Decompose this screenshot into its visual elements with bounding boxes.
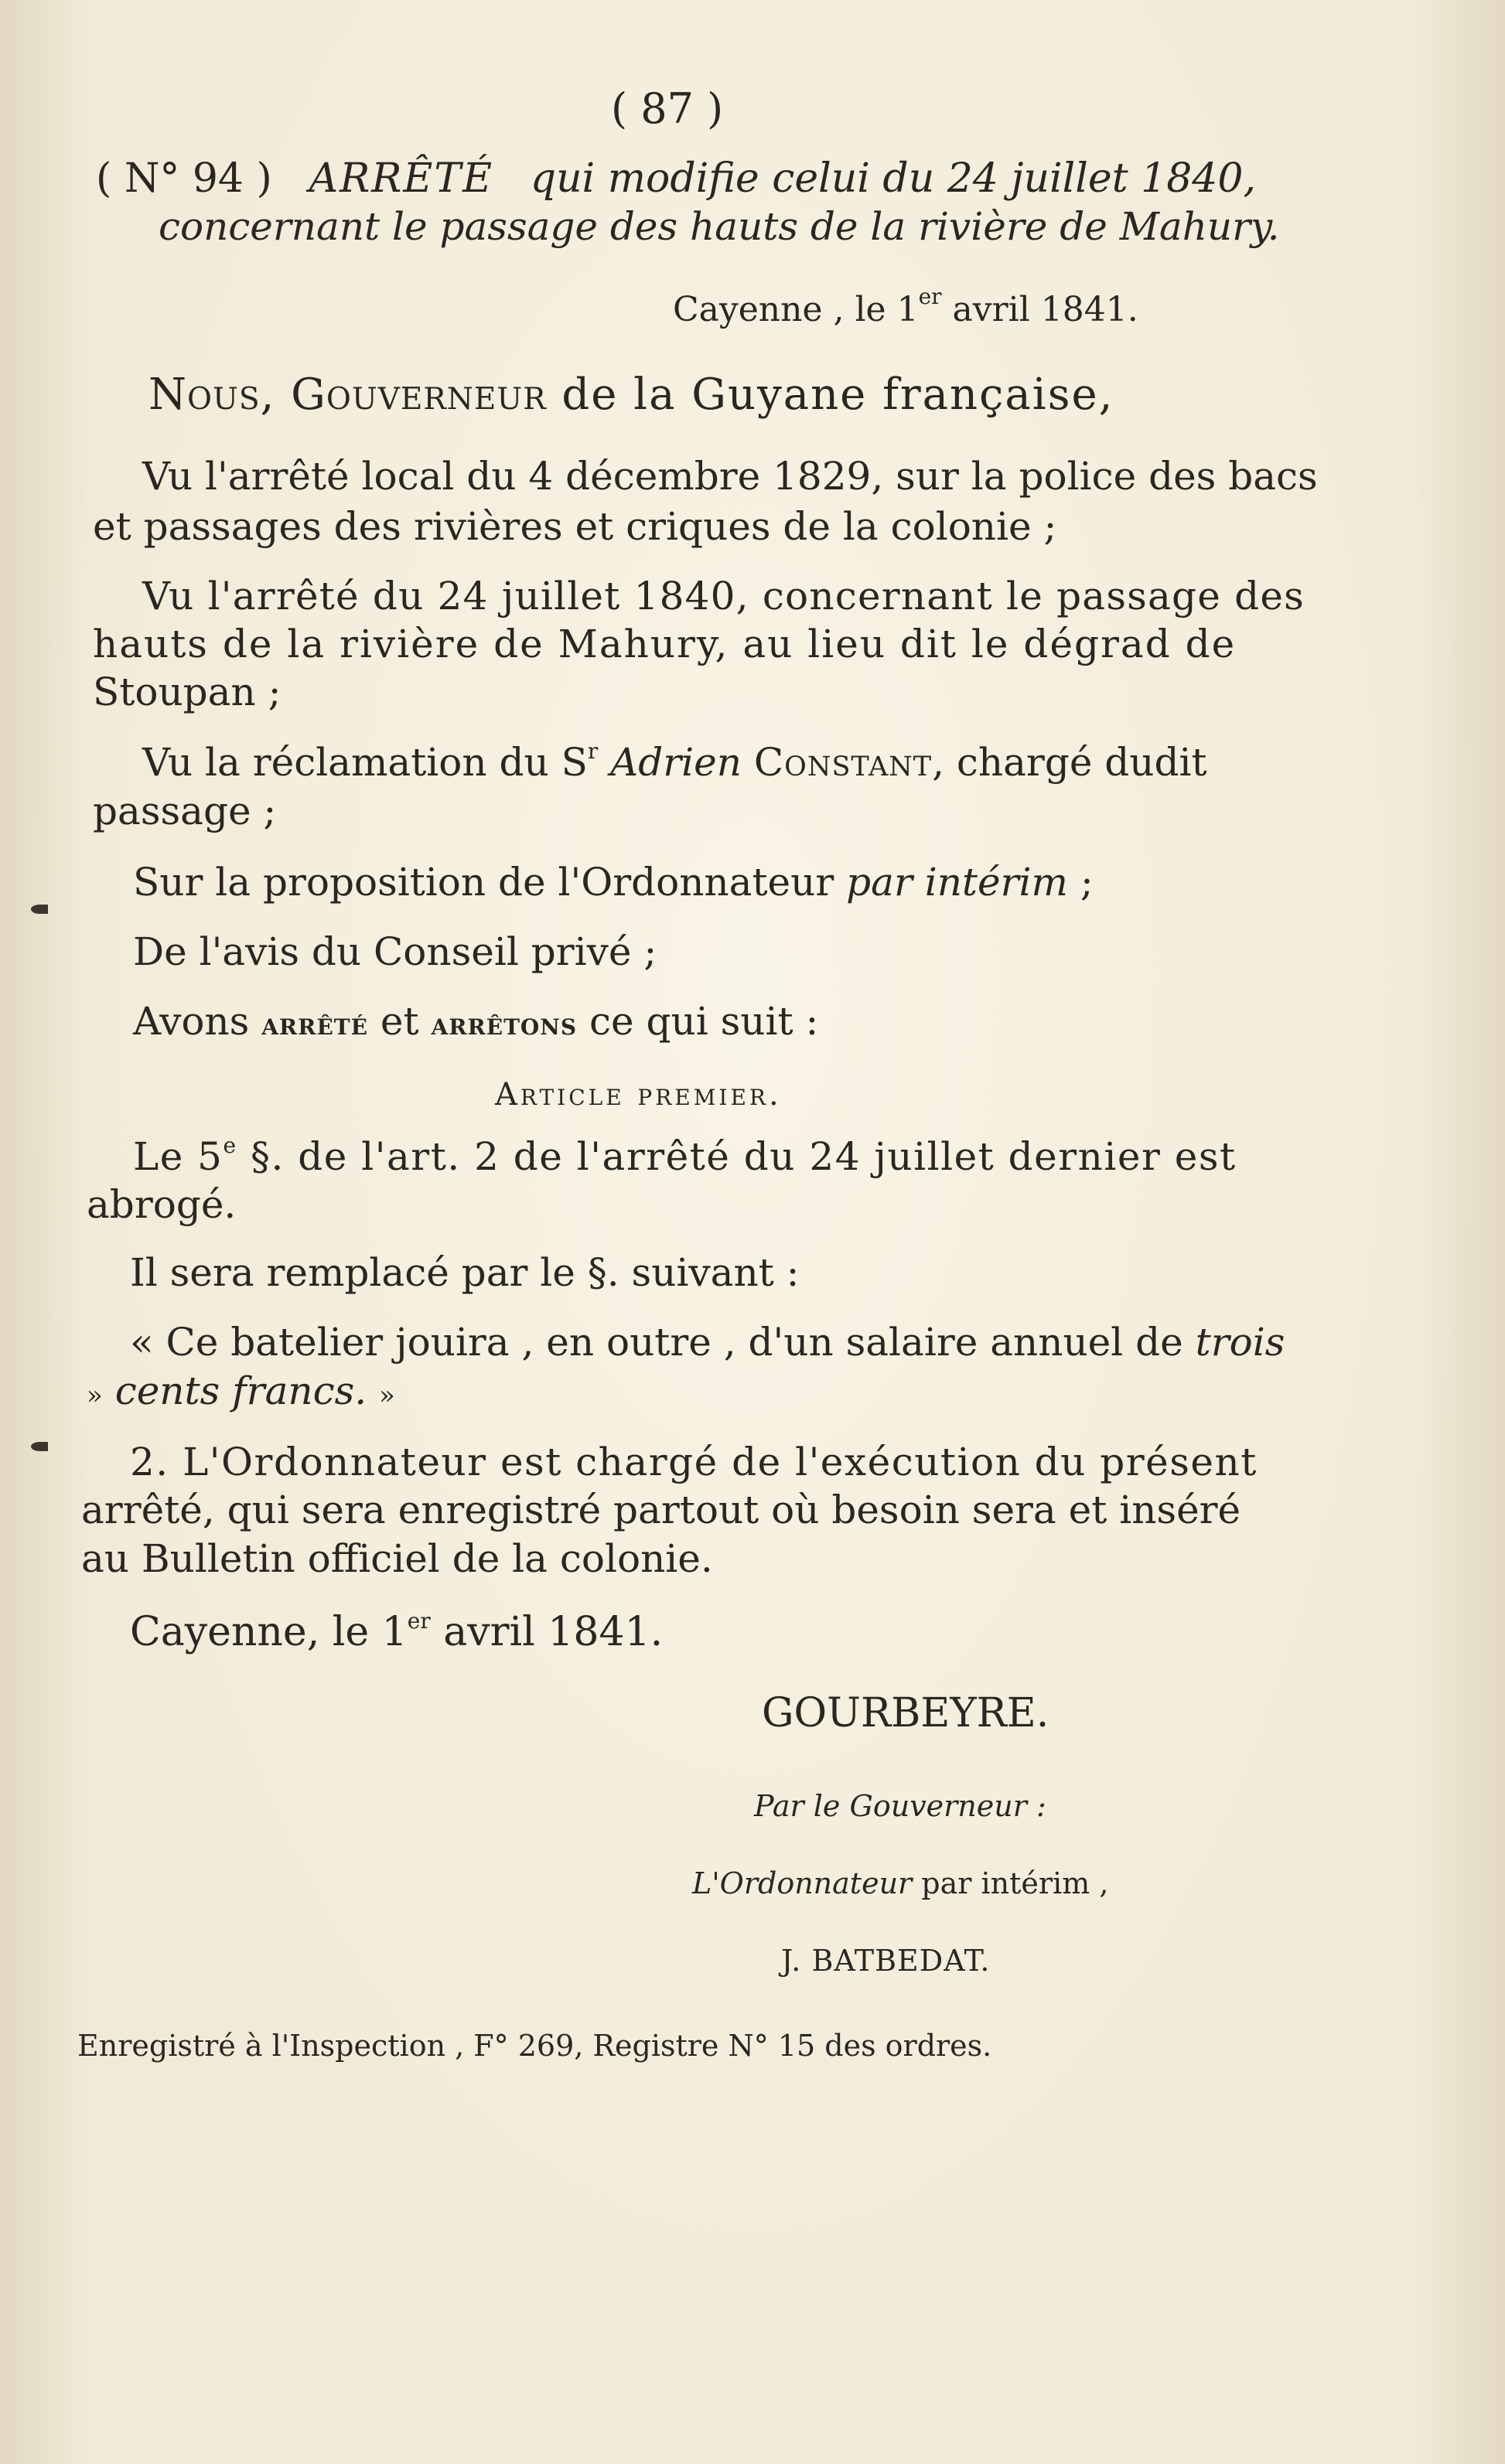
- considerant-4: [133, 858, 1094, 906]
- article-1-line-3: Il sera remplacé par le §. suivant :: [130, 1250, 800, 1295]
- ordonnateur-it: L'Ordonnateur: [692, 1866, 913, 1900]
- c3-sup: r: [587, 738, 599, 764]
- a1-l4-it: trois: [1195, 1320, 1285, 1365]
- title-rest: qui modifie celui du 24 juillet 1840,: [530, 155, 1256, 202]
- registration-note: Enregistré à l'Inspection , F° 269, Registre N° 15 des ordres.: [77, 2029, 992, 2063]
- closing-sup: er: [407, 1608, 431, 1634]
- ordonnateur-rest: par intérim ,: [912, 1866, 1109, 1900]
- dateline-sup: er: [918, 284, 942, 309]
- considerant-2-line-3: Stoupan ;: [93, 670, 282, 714]
- article-1-line-4: [130, 1318, 1285, 1366]
- article-2-line-1: 2. L'Ordonnateur est chargé de l'exécution du présent: [130, 1440, 1258, 1484]
- a1-l5-end: »: [379, 1380, 395, 1411]
- dateline: [673, 286, 1138, 334]
- article-1-line-5: [87, 1367, 395, 1419]
- closing-date: [130, 1608, 663, 1656]
- considerant-3-line-1: [142, 738, 1207, 786]
- considerant-1-line-1: Vu l'arrêté local du 4 décembre 1829, sur la police des bacs: [142, 454, 1318, 499]
- c3-name: Adrien: [610, 740, 742, 785]
- article-heading: Article premier.: [495, 1077, 782, 1113]
- nous-text: Nous: [148, 370, 261, 420]
- c4-it: par intérim: [846, 860, 1068, 905]
- title-line-1: [96, 155, 1256, 203]
- page-number: [611, 85, 723, 133]
- considerant-5: De l'avis du Conseil privé ;: [133, 929, 657, 974]
- c6-arrete: arrêté: [261, 1006, 368, 1042]
- c4-b: ;: [1067, 860, 1094, 905]
- dateline-rest: avril 1841.: [941, 290, 1138, 329]
- signature-governor: GOURBEYRE.: [762, 1690, 1049, 1736]
- c6-a: Avons: [133, 999, 262, 1044]
- closing-a: Cayenne, le 1: [130, 1609, 408, 1655]
- article-2-line-3: au Bulletin officiel de la colonie.: [81, 1536, 713, 1581]
- c6-b: et: [367, 999, 432, 1044]
- title-number: ( N° 94 ): [96, 155, 272, 202]
- considerant-6: [133, 997, 818, 1048]
- dateline-place: Cayenne , le 1: [673, 290, 919, 329]
- considerant-1-line-2: et passages des rivières et criques de la colonie ;: [93, 504, 1057, 549]
- margin-mark-1: [31, 905, 48, 914]
- c3-surname: Constant: [753, 740, 933, 785]
- a1-sup: e: [223, 1133, 237, 1158]
- nous-gouverneur: Nous, Gouverneur de la Guyane française,: [148, 370, 1114, 420]
- margin-mark-2: [31, 1442, 48, 1451]
- article-2-line-2: arrêté, qui sera enregistré partout où besoin sera et inséré: [81, 1488, 1241, 1532]
- gouverneur-text: Gouverneur: [291, 370, 547, 420]
- a1-a: Le 5: [133, 1134, 224, 1179]
- signature-ordonnateur: [692, 1859, 1108, 1907]
- considerant-2-line-1: Vu l'arrêté du 24 juillet 1840, concernant le passage des: [142, 574, 1305, 619]
- a1-b: §. de l'art. 2 de l'arrêté du 24 juillet dernier est: [237, 1134, 1237, 1179]
- considerant-2-line-2: hauts de la rivière de Mahury, au lieu dit le dégrad de: [93, 622, 1237, 666]
- a1-l5-q: »: [87, 1380, 103, 1411]
- c3-a: Vu la réclamation du S: [142, 740, 588, 785]
- c3-rest: , chargé dudit: [932, 740, 1207, 785]
- closing-b: avril 1841.: [430, 1609, 664, 1655]
- c6-c: ce qui suit :: [577, 999, 819, 1044]
- c6-arretons: arrêtons: [431, 1006, 578, 1042]
- a1-l5-it: cents francs.: [114, 1368, 367, 1413]
- considerant-3-line-2: passage ;: [93, 789, 277, 833]
- title-arrete: ARRÊTÉ: [309, 155, 494, 202]
- nous-rest: de la Guyane française,: [546, 370, 1114, 420]
- title-line-2: concernant le passage des hauts de la rivière de Mahury.: [159, 204, 1280, 249]
- article-1-line-1: [133, 1133, 1237, 1181]
- article-1-line-2: abrogé.: [87, 1182, 237, 1227]
- c4-a: Sur la proposition de l'Ordonnateur: [133, 860, 847, 905]
- signature-batbedat: J. BATBEDAT.: [781, 1944, 991, 1978]
- page-number-text: ( 87 ): [611, 84, 724, 133]
- signature-par-le-gouverneur: Par le Gouverneur :: [754, 1789, 1046, 1823]
- a1-l4-a: « Ce batelier jouira , en outre , d'un salaire annuel de: [130, 1320, 1196, 1365]
